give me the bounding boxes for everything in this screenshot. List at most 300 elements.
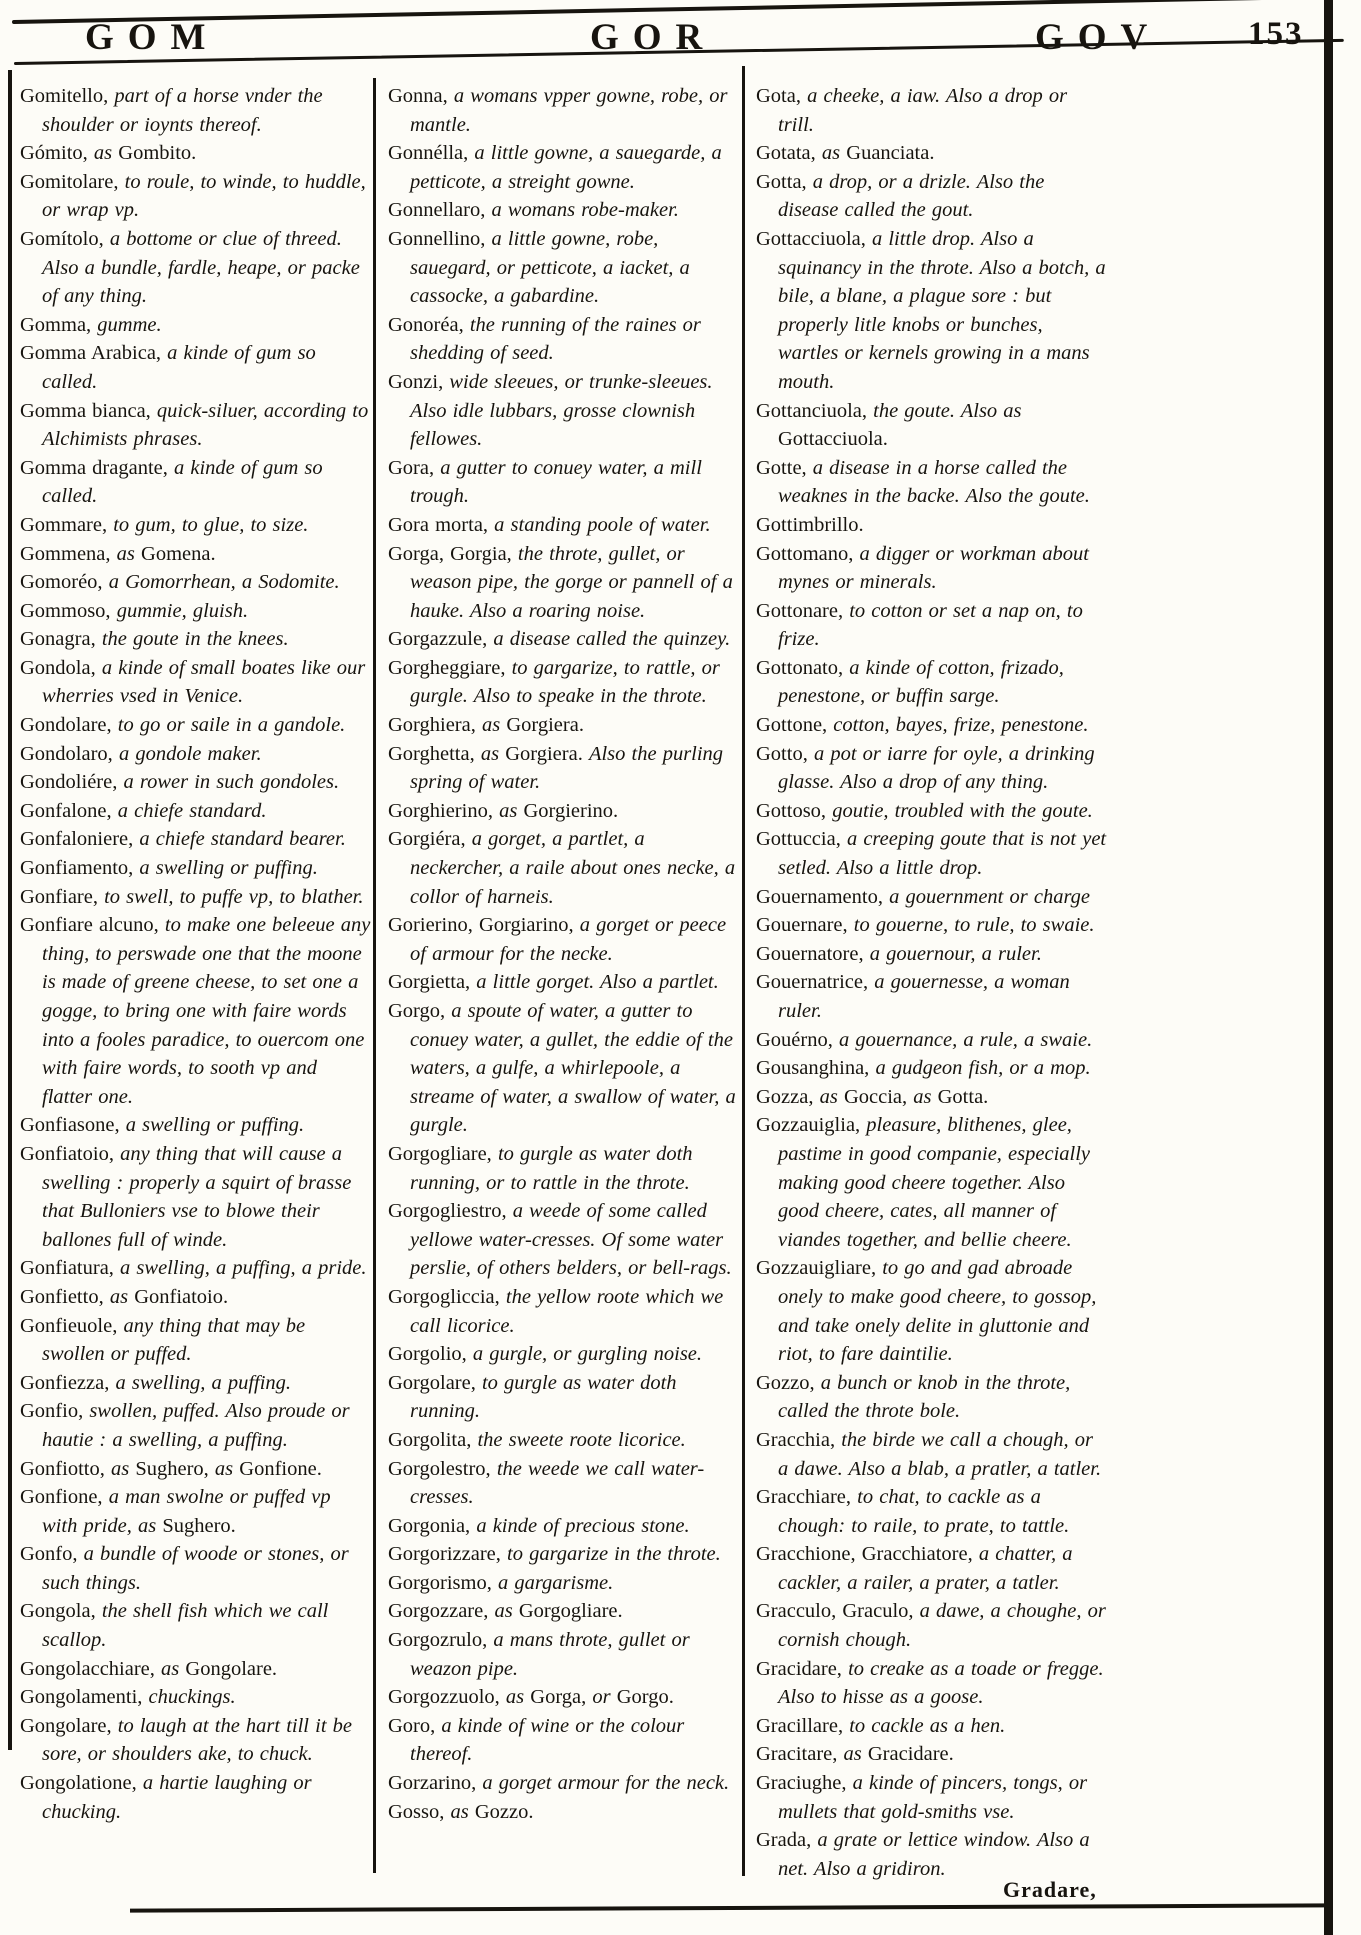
headword: Gorgolio, [388, 1343, 473, 1366]
definition-text: any thing that will cause a swelling : properly a squirt of brasse that Bulloniers vse to blowe their ballones full of winde. [42, 1142, 352, 1251]
dictionary-entry [756, 82, 1108, 139]
headword: Gondolare, [20, 714, 118, 737]
definition-text: a little gorget. Also a partlet. [476, 971, 719, 994]
headword: Gorgolare, [388, 1371, 482, 1394]
headword: Gommare, [20, 513, 114, 536]
headword: Gonfiare, [20, 885, 105, 908]
headword: Gonfietto, [20, 1285, 110, 1308]
definition-text: pleasure, blithenes, glee, pastime in good companie, especially making good cheere together. Also good cheere, cates, all manner of viandes together, and bellie cheere. [778, 1114, 1091, 1251]
definition-text: a bundle of woode or stones, or such things. [42, 1543, 349, 1594]
dictionary-entry [20, 654, 371, 711]
headword: Gottomano, [756, 542, 860, 565]
definition-text: the birde we call a chough, or a dawe. Also a blab, a pratler, a tatler. [778, 1428, 1102, 1480]
headword: Gora, [388, 456, 441, 479]
dictionary-entry [756, 1540, 1108, 1597]
dictionary-entry [20, 1769, 371, 1826]
dictionary-entry [20, 454, 371, 511]
headword: Gomoréo, [20, 571, 109, 594]
dictionary-entry [756, 1769, 1108, 1826]
dictionary-entry [20, 1597, 371, 1654]
definition-text: as [116, 542, 142, 565]
dictionary-entry [20, 225, 371, 311]
headword: Sughero. [162, 1514, 236, 1537]
definition-text: a gurgle, or gurgling noise. [472, 1343, 703, 1366]
dictionary-entry [388, 1769, 738, 1798]
headword: Gracchia, [756, 1428, 842, 1451]
dictionary-entry [20, 139, 371, 168]
definition-text: or [592, 1686, 617, 1709]
definition-text: Also the purling spring of water. [410, 742, 724, 794]
definition-text: a little gowne, robe, sauegard, or petticote, a iacket, a cassocke, a gabardine. [410, 227, 690, 308]
dictionary-entry [388, 1712, 738, 1769]
dictionary-entry [20, 1455, 371, 1484]
dictionary-entry [20, 568, 371, 597]
dictionary-entry [388, 1455, 738, 1512]
definition-text: a pot or iarre for oyle, a drinking glasse. Also a drop of any thing. [778, 742, 1095, 794]
dictionary-entry [388, 82, 738, 139]
dictionary-entry [20, 768, 371, 797]
running-head-gov: GOV [1035, 17, 1162, 58]
dictionary-entry [388, 825, 738, 911]
headword: Gongolamenti, [20, 1686, 149, 1709]
dictionary-entry [20, 1655, 371, 1684]
dictionary-entry [20, 740, 371, 769]
dictionary-entry [388, 968, 738, 997]
headword: Sughero, [135, 1457, 215, 1480]
headword: Gondolaro, [20, 742, 119, 765]
headword: Gouernatrice, [756, 971, 875, 994]
definition-text: a hartie laughing or chucking. [42, 1772, 312, 1823]
definition-text: to roule, to winde, to huddle, or wrap vp. [42, 170, 366, 222]
dictionary-entry [20, 625, 371, 654]
definition-text: a drop, or a drizle. Also the disease called the gout. [778, 170, 1045, 222]
dictionary-entry [20, 1312, 371, 1369]
definition-text: to gurgle as water doth running, or to rattle in the throte. [410, 1142, 693, 1194]
headword: Gongolare, [20, 1714, 118, 1737]
headword: Gottimbrillo. [756, 513, 864, 536]
headword: Gomitolare, [20, 170, 125, 193]
definition-text: a gorget or peece of armour for the necke. [410, 914, 727, 965]
headword: Gotta. [937, 1085, 989, 1108]
dictionary-entry [388, 911, 738, 968]
headword: Gracchiare, [756, 1486, 858, 1509]
dictionary-entry [388, 1197, 738, 1283]
definition-text: a spoute of water, a gutter to conuey water, a gullet, the eddie of the waters, a gulfe, a whirlepoole, a streame of water, a swallow of water, a gurgle. [410, 1000, 736, 1137]
headword: Gottone, [756, 714, 834, 737]
definition-text: a gouernesse, a woman ruler. [778, 971, 1070, 1022]
dictionary-entry [20, 1283, 371, 1312]
definition-text: to laugh at the hart till it be sore, or shoulders ake, to chuck. [42, 1714, 352, 1766]
headword: Gorghiera, [388, 714, 482, 737]
headword: Gracculo, Graculo, [756, 1600, 920, 1623]
dictionary-entry [20, 1111, 371, 1140]
dictionary-entry [20, 311, 371, 340]
dictionary-entry [388, 1626, 738, 1683]
definition-text: a kinde of gum so called. [42, 342, 316, 393]
headword: Gorgietta, [388, 971, 477, 994]
dictionary-entry [756, 1369, 1108, 1426]
dictionary-entry [756, 1426, 1108, 1483]
definition-text: as [505, 1686, 531, 1709]
headword: Gracidare. [867, 1743, 954, 1766]
definition-text: a gargarisme. [497, 1571, 614, 1594]
headword: Gottacciuola. [778, 428, 888, 451]
definition-text: to gargarize in the throte. [507, 1543, 721, 1566]
headword: Gracitare, [756, 1743, 844, 1766]
headword: Gonfio, [20, 1400, 90, 1423]
headword: Guanciata. [846, 142, 935, 165]
headword: Gorgogliestro, [388, 1200, 513, 1223]
dictionary-entry [756, 1597, 1108, 1654]
definition-text: chuckings. [148, 1686, 236, 1709]
headword: Gonna, [388, 85, 454, 107]
dictionary-entry [20, 82, 371, 139]
headword: Gozzauiglia, [756, 1114, 867, 1137]
dictionary-entry [388, 139, 738, 196]
definition-text: a bottome or clue of threed. Also a bundle, fardle, heape, or packe of any thing. [42, 227, 360, 308]
definition-text: a grate or lettice window. Also a net. Also a gridiron. [778, 1829, 1090, 1880]
headword: Gonfalone, [20, 799, 118, 822]
definition-text: to gurgle as water doth running. [410, 1371, 677, 1423]
dictionary-entry [756, 225, 1108, 397]
dictionary-entry [20, 1369, 371, 1398]
headword: Gonoréa, [388, 313, 470, 336]
headword: Gonfo, [20, 1543, 84, 1566]
headword: Gongolacchiare, [20, 1657, 162, 1680]
dictionary-entry [756, 883, 1108, 912]
headword: Gonfiatura, [20, 1257, 121, 1280]
headword: Gonnélla, [388, 142, 475, 165]
dictionary-entry [388, 311, 738, 368]
headword: Gozzo. [474, 1800, 534, 1823]
headword: Gorgo. [616, 1686, 674, 1709]
dictionary-entry [388, 1140, 738, 1197]
headword: Gonnellaro, [388, 199, 492, 222]
definition-text: the yellow roote which we call licorice. [410, 1285, 724, 1337]
headword: Gombito. [118, 142, 197, 165]
dictionary-entry [756, 968, 1108, 1025]
headword: Gorgogliccia, [388, 1285, 506, 1308]
definition-text: a kinde of precious stone. [476, 1514, 690, 1537]
dictionary-entry [20, 1140, 371, 1254]
dictionary-entry [20, 797, 371, 826]
headword: Gommena, [20, 542, 117, 565]
definition-text: a gutter to conuey water, a mill trough. [410, 456, 702, 508]
column-3 [756, 82, 1108, 1892]
definition-text: a dawe, a choughe, or cornish chough. [778, 1600, 1106, 1652]
dictionary-entry [756, 397, 1108, 454]
headword: Gorierino, Gorgiarino, [388, 914, 580, 937]
dictionary-entry [388, 511, 738, 540]
headword: Gottonato, [756, 656, 850, 679]
definition-text: a gouernment or charge [889, 885, 1091, 908]
dictionary-entry [756, 740, 1108, 797]
dictionary-entry [756, 1655, 1108, 1712]
dictionary-entry [388, 1597, 738, 1626]
headword: Gonfiatoio, [20, 1142, 121, 1165]
headword: Gonzi, [388, 370, 450, 393]
headword: Gorgolestro, [388, 1457, 497, 1480]
definition-text: a gouernance, a rule, a swaie. [838, 1028, 1093, 1051]
dictionary-entry [756, 1026, 1108, 1055]
headword: Goro, [388, 1714, 442, 1737]
headword: Gouernare, [756, 914, 854, 937]
definition-text: a standing poole of water. [494, 513, 711, 536]
dictionary-entry [756, 1712, 1108, 1741]
headword: Gorga, [530, 1686, 593, 1709]
headword: Gora morta, [388, 513, 495, 536]
dictionary-entry [20, 339, 371, 396]
headword: Gonagra, [20, 628, 102, 651]
definition-text: a swelling, a puffing, a pride. [120, 1257, 367, 1280]
column-divider-1 [373, 78, 376, 1873]
dictionary-entry [756, 1254, 1108, 1368]
headword: Gouernamento, [756, 885, 890, 908]
bottom-frame-rule [130, 1903, 1330, 1912]
column-2 [388, 82, 738, 1892]
right-frame-rule [1324, 0, 1333, 1935]
definition-text: to make one beleeue any thing, to perswade one that the moone is made of greene cheese, to set one a gogge, to bring one with faire words into a fooles paradice, to ouercom one with faire words, to sooth vp and flatter one. [42, 914, 371, 1108]
definition-text: a Gomorrhean, a Sodomite. [108, 571, 340, 594]
headword: Gotata, [756, 142, 822, 165]
page-number: 153 [1248, 16, 1304, 52]
definition-text: a kinde of gum so called. [42, 456, 323, 508]
definition-text: a gorget, a partlet, a neckercher, a raile about ones necke, a collor of harneis. [410, 828, 736, 908]
headword: Gondola, [20, 656, 102, 679]
definition-text: as [481, 714, 507, 737]
definition-text: a swelling or puffing. [139, 857, 318, 880]
running-head-gor: GOR [590, 17, 717, 58]
headword: Gomítolo, [20, 227, 110, 250]
definition-text: a cheeke, a iaw. Also a drop or trill. [778, 85, 1068, 136]
headword: Gonfiasone, [20, 1114, 126, 1137]
dictionary-entry [388, 1512, 738, 1541]
definition-text: to cackle as a hen. [849, 1714, 1006, 1737]
dictionary-entry [20, 1483, 371, 1540]
headword: Gouernatore, [756, 942, 870, 965]
headword: Gonfione, [20, 1486, 109, 1509]
definition-text: a digger or workman about mynes or minerals. [778, 542, 1089, 594]
headword: Gonfione. [239, 1457, 322, 1480]
headword: Gondoliére, [20, 771, 124, 794]
definition-text: cotton, bayes, frize, penestone. [833, 714, 1089, 737]
headword: Gommoso, [20, 599, 117, 622]
dictionary-entry [20, 1540, 371, 1597]
dictionary-entry [388, 997, 738, 1140]
dictionary-entry [756, 654, 1108, 711]
headword: Gorgogliare. [518, 1600, 623, 1623]
headword: Gorgozzuolo, [388, 1686, 506, 1709]
definition-text: a kinde of cotton, frizado, penestone, or buffin sarge. [778, 656, 1064, 708]
dictionary-entry [20, 168, 371, 225]
definition-text: as [161, 1657, 186, 1680]
headword: Gongola, [20, 1600, 102, 1623]
definition-text: a disease called the quinzey. [493, 628, 731, 651]
headword: Gonfieuole, [20, 1314, 124, 1337]
headword: Gotta, [756, 170, 813, 193]
headword: Gonfaloniere, [20, 828, 140, 851]
definition-text: a swelling or puffing. [125, 1114, 305, 1137]
definition-text: to chat, to cackle as a chough: to raile, to prate, to tattle. [778, 1486, 1070, 1537]
dictionary-entry [756, 1826, 1108, 1883]
headword: Gottuccia, [756, 828, 847, 851]
headword: Gottanciuola, [756, 399, 874, 422]
headword: Goccia, [843, 1085, 914, 1108]
dictionary-entry [388, 1683, 738, 1712]
definition-text: a gorget armour for the neck. [482, 1772, 730, 1795]
headword: Gomma Arabica, [20, 342, 168, 365]
headword: Gozzauigliare, [756, 1257, 883, 1280]
definition-text: as [110, 1457, 136, 1480]
headword: Gorghetta, [388, 742, 481, 765]
running-head-gom: GOM [85, 17, 220, 58]
definition-text: a rower in such gondoles. [123, 771, 340, 794]
dictionary-entry [388, 368, 738, 454]
dictionary-entry [388, 1426, 738, 1455]
headword: Gongolatione, [20, 1772, 143, 1795]
dictionary-entry [388, 454, 738, 511]
definition-text: a disease in a horse called the weaknes in the backe. Also the goute. [778, 456, 1090, 508]
definition-text: wide sleeues, or trunke-sleeues. Also idle lubbars, grosse clownish fellowes. [410, 370, 713, 451]
definition-text: a little gowne, a sauegarde, a petticote, a streight gowne. [410, 142, 722, 193]
definition-text: a little drop. Also a squinancy in the throte. Also a botch, a bile, a blane, a plague sore : but properly litle knobs or bunches, wartles or kernels growing in a mans mouth. [778, 227, 1106, 393]
headword: Gomma dragante, [20, 456, 174, 479]
dictionary-entry [756, 139, 1108, 168]
definition-text: the weede we call water-cresses. [410, 1457, 705, 1509]
headword: Gota, [756, 85, 808, 107]
headword: Gotto, [756, 742, 814, 765]
headword: Grada, [756, 1829, 818, 1852]
dictionary-entry [756, 1483, 1108, 1540]
definition-text: to gouerne, to rule, to swaie. [853, 914, 1095, 937]
dictionary-entry [20, 1712, 371, 1769]
definition-text: as [214, 1457, 240, 1480]
definition-text: a chatter, a cackler, a railer, a prater, a tatler. [778, 1543, 1073, 1594]
headword: Gorgiera. [506, 714, 584, 737]
headword: Gozza, [756, 1085, 820, 1108]
definition-text: a womans robe-maker. [491, 199, 679, 222]
headword: Gousanghina, [756, 1057, 876, 1080]
headword: Gorgheggiare, [388, 656, 512, 679]
headword: Gorgogliare, [388, 1142, 498, 1165]
definition-text: a gouernour, a ruler. [869, 942, 1042, 965]
definition-text: a gondole maker. [118, 742, 262, 765]
definition-text: to creake as a toade or fregge. Also to hisse as a goose. [778, 1657, 1104, 1709]
headword: Graciughe, [756, 1772, 853, 1795]
headword: Gottoso, [756, 799, 833, 822]
dictionary-entry [756, 1054, 1108, 1083]
dictionary-entry [20, 825, 371, 854]
dictionary-entry [20, 883, 371, 912]
headword: Gorgo, [388, 1000, 452, 1022]
dictionary-entry [20, 1683, 371, 1712]
dictionary-entry [756, 825, 1108, 882]
definition-text: as [450, 1800, 475, 1823]
definition-text: a weede of some called yellowe water-cresses. Of some water perslie, of others belders, or bell-rags. [410, 1200, 732, 1280]
dictionary-entry [20, 1397, 371, 1454]
definition-text: a chiefe standard. [117, 799, 267, 822]
definition-text: to gargarize, to rattle, or gurgle. Also to speake in the throte. [410, 656, 720, 708]
dictionary-entry [388, 1569, 738, 1598]
dictionary-entry [388, 540, 738, 626]
definition-text: a kinde of pincers, tongs, or mullets that gold-smiths vse. [778, 1772, 1088, 1823]
headword: Gouérno, [756, 1028, 839, 1051]
dictionary-entry [20, 911, 371, 1111]
dictionary-entry [20, 540, 371, 569]
dictionary-entry [756, 540, 1108, 597]
definition-text: a gudgeon fish, or a mop. [875, 1057, 1091, 1080]
definition-text: a man swolne or puffed vp with pride, as [42, 1486, 331, 1537]
definition-text: swollen, puffed. Also proude or hautie : a swelling, a puffing. [42, 1400, 350, 1451]
headword: Gorzarino, [388, 1772, 483, 1795]
dictionary-entry [756, 911, 1108, 940]
definition-text: the sweete roote licorice. [477, 1428, 686, 1451]
definition-text: a swelling, a puffing. [115, 1371, 292, 1394]
dictionary-entry [388, 1540, 738, 1569]
headword: Gotte, [756, 456, 813, 479]
dictionary-entry [20, 1254, 371, 1283]
column-divider-2 [742, 66, 745, 1876]
headword: Gonfiotto, [20, 1457, 111, 1480]
dictionary-entry [756, 1740, 1108, 1769]
dictionary-entry [388, 1340, 738, 1369]
dictionary-entry [756, 1083, 1108, 1112]
dictionary-entry [388, 711, 738, 740]
dictionary-entry [756, 511, 1108, 540]
definition-text: quick-siluer, according to Alchimists phrases. [42, 399, 369, 451]
dictionary-entry [756, 797, 1108, 826]
headword: Gómito, [20, 142, 94, 165]
headword: Gorga, Gorgia, [388, 542, 518, 565]
headword: Gorgiéra, [388, 828, 472, 851]
definition-text: to go or saile in a gandole. [117, 714, 346, 737]
headword: Gomitello, [20, 85, 115, 107]
headword: Gomma, [20, 313, 98, 336]
headword: Gorgazzule, [388, 628, 494, 651]
definition-text: as [494, 1600, 519, 1623]
definition-text: to go and gad abroade onely to make good cheere, to gossop, and take onely delite in gluttonie and riot, to fare daintilie. [778, 1257, 1097, 1366]
headword: Gorgorismo, [388, 1571, 498, 1594]
definition-text: to swell, to puffe vp, to blather. [104, 885, 364, 908]
definition-text: as [499, 799, 524, 822]
definition-text: a chiefe standard bearer. [139, 828, 346, 851]
headword: Gonnellino, [388, 227, 492, 250]
dictionary-entry [756, 597, 1108, 654]
headword: Gorgolita, [388, 1428, 478, 1451]
headword: Gorgierino. [523, 799, 619, 822]
dictionary-entry [388, 1369, 738, 1426]
dictionary-entry [20, 397, 371, 454]
headword: Gomena. [141, 542, 216, 565]
dictionary-entry [756, 711, 1108, 740]
definition-text: a creeping goute that is not yet setled. Also a little drop. [778, 828, 1107, 880]
headword: Gozzo, [756, 1371, 821, 1394]
headword: Gorgiera. [505, 742, 589, 765]
headword: Gonfiatoio. [134, 1285, 229, 1308]
catchword: Gradare, [1003, 1877, 1097, 1902]
headword: Gonfiezza, [20, 1371, 116, 1394]
definition-text: as [93, 142, 119, 165]
headword: Gongolare. [185, 1657, 278, 1680]
headword: Gorgozzare, [388, 1600, 495, 1623]
headword: Gracillare, [756, 1714, 850, 1737]
definition-text: gumme. [97, 313, 162, 336]
definition-text: part of a horse vnder the shoulder or ioynts thereof. [42, 85, 323, 136]
headword: Gracchione, Gracchiatore, [756, 1543, 979, 1566]
dictionary-entry [388, 1283, 738, 1340]
dictionary-entry [388, 654, 738, 711]
headword: Gracidare, [756, 1657, 849, 1680]
